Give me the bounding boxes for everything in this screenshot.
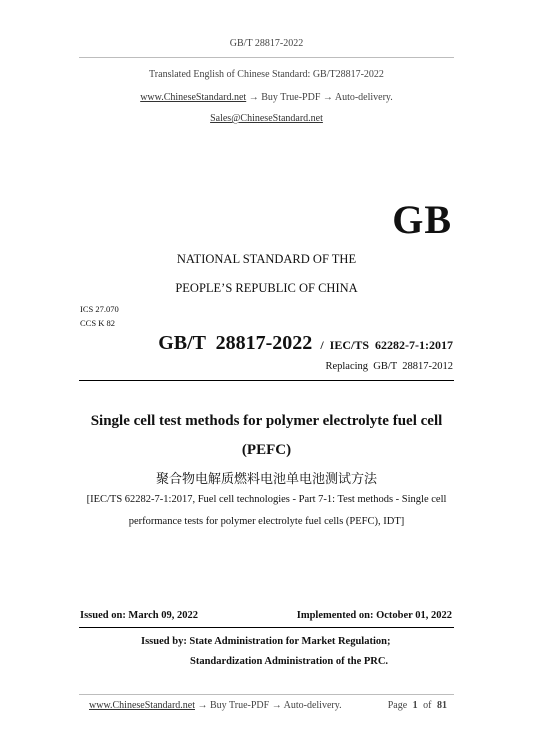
footer-divider bbox=[79, 694, 454, 695]
footer-buy-text: → Buy True-PDF → Auto-delivery. bbox=[195, 700, 342, 711]
page-current: 1 bbox=[412, 700, 418, 711]
standard-divider bbox=[79, 380, 454, 381]
issuer-line-1: Issued by: State Administration for Market Regulation; bbox=[141, 636, 391, 647]
page-indicator bbox=[388, 700, 447, 711]
footer-site-link[interactable]: www.ChineseStandard.net bbox=[89, 700, 195, 711]
reference-line-2: performance tests for polymer electrolyte fuel cells (PEFC), IDT] bbox=[128, 516, 405, 527]
iec-reference: / IEC/TS 62282-7-1:2017 bbox=[320, 338, 453, 352]
issuer-line-2: Standardization Administration of the PRC. bbox=[190, 656, 389, 667]
page-label: Page bbox=[387, 700, 408, 711]
sales-line bbox=[0, 113, 533, 124]
issued-date: Issued on: March 09, 2022 bbox=[80, 610, 198, 621]
replacing-note: Replacing GB/T 28817-2012 bbox=[325, 361, 453, 372]
national-line-1: NATIONAL STANDARD OF THE bbox=[176, 252, 357, 266]
header-purchase-line bbox=[0, 92, 533, 103]
standard-number-line bbox=[158, 332, 453, 355]
header-doc-id: GB/T 28817-2022 bbox=[229, 38, 304, 49]
buy-text: → Buy True-PDF → Auto-delivery. bbox=[246, 92, 393, 103]
title-cn: 聚合物电解质燃料电池单电池测试方法 bbox=[155, 472, 377, 487]
reference-line-1: [IEC/TS 62282-7-1:2017, Fuel cell technologies - Part 7-1: Test methods - Single cell bbox=[86, 494, 447, 505]
ccs-code: CCS K 82 bbox=[80, 318, 115, 328]
dates-divider bbox=[79, 627, 454, 628]
gb-logo: GB bbox=[392, 197, 452, 242]
title-en-line-1: Single cell test methods for polymer electrolyte fuel cell bbox=[90, 413, 443, 429]
translated-line: Translated English of Chinese Standard: GB/T28817-2022 bbox=[149, 69, 384, 80]
page-total: 81 bbox=[437, 700, 447, 711]
ics-code: ICS 27.070 bbox=[80, 304, 119, 314]
sales-email-link[interactable]: Sales@ChineseStandard.net bbox=[210, 113, 323, 124]
national-line-2: PEOPLE’S REPUBLIC OF CHINA bbox=[175, 281, 358, 295]
footer-purchase-line bbox=[89, 700, 342, 711]
implemented-date: Implemented on: October 01, 2022 bbox=[296, 610, 452, 621]
site-link[interactable]: www.ChineseStandard.net bbox=[140, 92, 247, 103]
header-divider bbox=[79, 57, 454, 58]
page-of: of bbox=[423, 700, 432, 711]
title-en-line-2: (PEFC) bbox=[241, 442, 292, 458]
standard-number: GB/T 28817-2022 bbox=[158, 332, 313, 354]
